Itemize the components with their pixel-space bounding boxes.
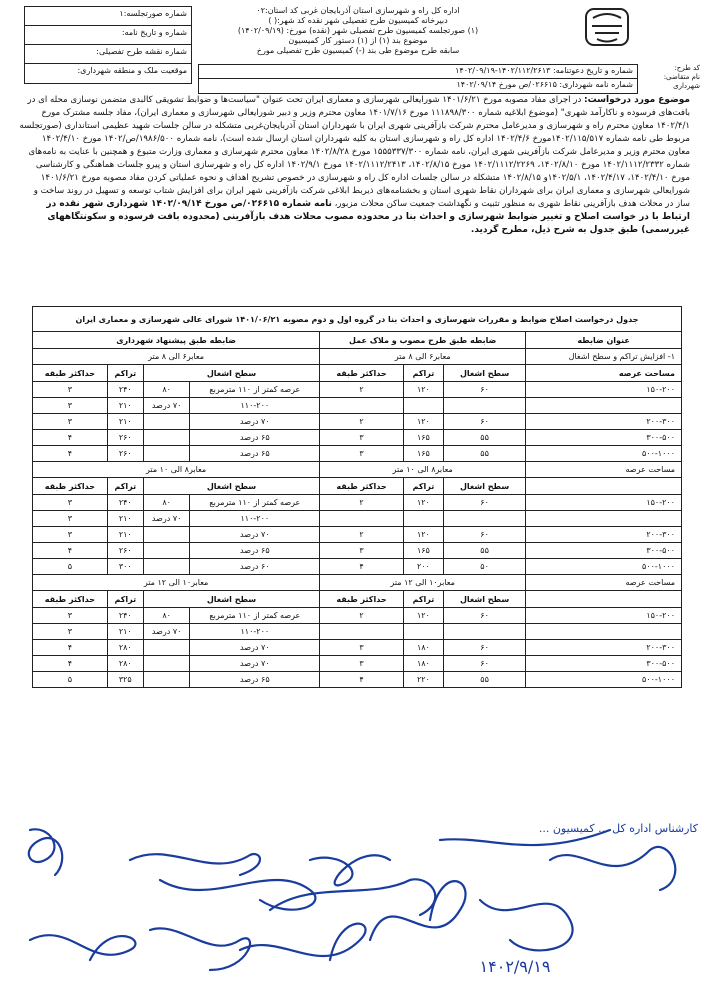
approved-density xyxy=(403,398,443,414)
table-row xyxy=(33,656,682,672)
proposed-density: ۳۰۰ xyxy=(107,559,143,575)
approved-density: ۱۶۵ xyxy=(403,446,443,462)
area-label: مساحت عرصه xyxy=(526,365,682,382)
org-line-3: (۱) صورتجلسه کمیسیون طرح تفصیلی شهر (نقده) مورخ: (۱۴۰۲/۰۹/۱۹) xyxy=(237,26,479,35)
table-row xyxy=(33,430,682,446)
meeting-number: شماره صورتجلسه:۱ xyxy=(25,7,191,26)
proposed-density: ۲۱۰ xyxy=(107,624,143,640)
area-value: ۱۵۰-۲۰۰ xyxy=(526,495,682,511)
approved-occupancy: ۶۰ xyxy=(444,495,526,511)
proposed-floors: ۳ xyxy=(33,382,108,398)
proposed-occupancy: ۶۵ درصد xyxy=(190,672,320,688)
proposed-occupancy-extra xyxy=(143,559,190,575)
proposed-occupancy-extra xyxy=(143,414,190,430)
proposed-floors: ۳ xyxy=(33,527,108,543)
table-row xyxy=(33,495,682,511)
invitation-number: شماره و تاریخ دعوتنامه: ۱۴۰۲/۱۱۲/۲۶۱۳-۱۴۰۲/۰۹/۱۹ xyxy=(199,65,637,79)
right-labels xyxy=(640,64,700,94)
area-value: ۳۰۰-۵۰۰ xyxy=(526,543,682,559)
approved-density xyxy=(403,511,443,527)
approved-density: ۱۸۰ xyxy=(403,640,443,656)
approved-occupancy: ۶۰ xyxy=(444,608,526,624)
table-row xyxy=(33,446,682,462)
table-row xyxy=(33,559,682,575)
approved-floors: ۲ xyxy=(320,414,404,430)
proposed-street: معابر۸ الی ۱۰ متر xyxy=(33,462,320,478)
table-body xyxy=(33,307,682,688)
proposed-density: ۲۱۰ xyxy=(107,398,143,414)
area-value xyxy=(526,511,682,527)
table-row xyxy=(33,398,682,414)
proposed-occupancy: ۷۰ درصد xyxy=(190,656,320,672)
approved-floors xyxy=(320,398,404,414)
regulation-table-grid xyxy=(32,306,682,688)
col-proposed-header: ضابطه طبق پیشنهاد شهرداری xyxy=(33,332,320,349)
section-col-header xyxy=(33,365,682,382)
item-label: مساحت عرصه xyxy=(526,462,682,478)
approved-density: ۱۲۰ xyxy=(403,527,443,543)
proposed-occupancy-extra xyxy=(143,446,190,462)
approved-occupancy xyxy=(444,398,526,414)
approved-density: ۱۶۵ xyxy=(403,430,443,446)
plan-code: کد طرح: xyxy=(674,64,700,72)
area-value: ۳۰۰-۵۰۰ xyxy=(526,430,682,446)
proposed-occupancy: ۱۱۰-۲۰۰ xyxy=(190,511,320,527)
approved-occupancy xyxy=(444,511,526,527)
approved-floors: ۳ xyxy=(320,430,404,446)
proposed-density-header: تراکم xyxy=(107,478,143,495)
proposed-floors-header: حداکثر طبقه xyxy=(33,365,108,382)
approved-occupancy: ۵۵ xyxy=(444,543,526,559)
proposed-density: ۲۸۰ xyxy=(107,656,143,672)
proposed-occupancy: ۶۵ درصد xyxy=(190,543,320,559)
proposed-floors: ۳ xyxy=(33,624,108,640)
proposed-occupancy: ۶۰ درصد xyxy=(190,559,320,575)
approved-occupancy: ۶۰ xyxy=(444,640,526,656)
approved-density: ۱۲۰ xyxy=(403,414,443,430)
proposed-floors: ۳ xyxy=(33,608,108,624)
proposed-occupancy-extra xyxy=(143,656,190,672)
ministry-logo xyxy=(583,6,631,48)
table-row xyxy=(33,414,682,430)
approved-density-header: تراکم xyxy=(403,591,443,608)
approved-floors: ۳ xyxy=(320,543,404,559)
section-street-row xyxy=(33,462,682,478)
approved-occupancy: ۶۰ xyxy=(444,382,526,398)
col-approved-header: ضابطه طبق طرح مصوب و ملاک عمل xyxy=(320,332,526,349)
proposed-occupancy-extra: ۸۰ xyxy=(143,608,190,624)
approved-street: معابر۱۰ الی ۱۲ متر xyxy=(320,575,526,591)
proposed-street: معابر۶ الی ۸ متر xyxy=(33,349,320,365)
approved-occupancy: ۶۰ xyxy=(444,527,526,543)
approved-floors: ۳ xyxy=(320,656,404,672)
proposed-density: ۲۱۰ xyxy=(107,414,143,430)
approved-floors: ۲ xyxy=(320,382,404,398)
proposed-density-header: تراکم xyxy=(107,591,143,608)
proposed-occupancy-extra xyxy=(143,527,190,543)
approved-occupancy: ۶۰ xyxy=(444,414,526,430)
area-value: ۵۰۰-۱۰۰۰ xyxy=(526,672,682,688)
area-value: ۵۰۰-۱۰۰۰ xyxy=(526,559,682,575)
approved-density: ۲۲۰ xyxy=(403,672,443,688)
proposed-occupancy-extra xyxy=(143,672,190,688)
col-title-header: عنوان ضابطه xyxy=(526,332,682,349)
proposed-occupancy: عرصه کمتر از ۱۱۰ مترمربع xyxy=(190,382,320,398)
approved-occupancy: ۵۵ xyxy=(444,430,526,446)
proposed-street: معابر۱۰ الی ۱۲ متر xyxy=(33,575,320,591)
proposed-occupancy: عرصه کمتر از ۱۱۰ مترمربع xyxy=(190,495,320,511)
property-location: موقعیت ملک و منطقه شهرداری: xyxy=(77,66,187,75)
approved-floors xyxy=(320,624,404,640)
proposed-occupancy-header: سطح اشغال xyxy=(143,591,319,608)
org-line-4: موضوع بند (۱) از (۱) دستور کار کمیسیون xyxy=(288,36,428,45)
approved-floors: ۳ xyxy=(320,640,404,656)
area-value: ۱۵۰-۲۰۰ xyxy=(526,382,682,398)
approved-density xyxy=(403,624,443,640)
proposed-floors: ۴ xyxy=(33,543,108,559)
area-value: ۲۰۰-۳۰۰ xyxy=(526,640,682,656)
map-number: شماره نقشه طرح تفصیلی: xyxy=(25,45,191,64)
proposed-occupancy: ۱۱۰-۲۰۰ xyxy=(190,624,320,640)
proposed-density: ۲۴۰ xyxy=(107,382,143,398)
proposed-floors: ۴ xyxy=(33,430,108,446)
municipality-letter: شماره نامه شهرداری: ۰۲۶۶۱۵/ص مورخ ۱۴۰۲/۰۹/۱۴ xyxy=(456,80,633,89)
approved-density: ۱۸۰ xyxy=(403,656,443,672)
approved-floors-header: حداکثر طبقه xyxy=(320,591,404,608)
signatures-area xyxy=(10,820,700,1000)
area-value: ۵۰۰-۱۰۰۰ xyxy=(526,446,682,462)
table-group-header xyxy=(33,332,682,349)
request-lead: موضوع مورد درخواست: xyxy=(584,95,690,105)
approved-street: معابر۸ الی ۱۰ متر xyxy=(320,462,526,478)
approved-floors: ۲ xyxy=(320,527,404,543)
approved-floors-header: حداکثر طبقه xyxy=(320,478,404,495)
proposed-occupancy-extra: ۷۰ درصد xyxy=(143,511,190,527)
approved-occupancy xyxy=(444,624,526,640)
area-value xyxy=(526,624,682,640)
proposed-floors: ۵ xyxy=(33,672,108,688)
approved-occupancy-header: سطح اشغال xyxy=(444,365,526,382)
org-line-2: دبیرخانه کمیسیون طرح تفصیلی شهر نقده کد شهر:( ) xyxy=(268,16,448,25)
table-title-row xyxy=(33,307,682,332)
request-paragraph xyxy=(18,94,690,237)
proposed-floors: ۴ xyxy=(33,640,108,656)
item-label: مساحت عرصه xyxy=(526,575,682,591)
proposed-occupancy-extra: ۸۰ xyxy=(143,382,190,398)
approved-street: معابر۶ الی ۸ متر xyxy=(320,349,526,365)
table-row xyxy=(33,382,682,398)
proposed-floors: ۳ xyxy=(33,398,108,414)
section-col-header xyxy=(33,478,682,495)
approved-floors xyxy=(320,511,404,527)
area-value: ۳۰۰-۵۰۰ xyxy=(526,656,682,672)
section-street-row xyxy=(33,349,682,365)
proposed-occupancy-header: سطح اشغال xyxy=(143,365,319,382)
approved-density-header: تراکم xyxy=(403,365,443,382)
proposed-occupancy: ۷۰ درصد xyxy=(190,640,320,656)
org-line-1: اداره کل راه و شهرسازی استان آذربایجان غربی کد استان:۰۲ xyxy=(256,6,460,15)
proposed-floors-header: حداکثر طبقه xyxy=(33,591,108,608)
proposed-density: ۳۲۵ xyxy=(107,672,143,688)
handwritten-signatures xyxy=(10,820,700,1000)
proposed-occupancy-extra: ۷۰ درصد xyxy=(143,398,190,414)
table-row xyxy=(33,543,682,559)
approved-floors: ۴ xyxy=(320,672,404,688)
proposed-floors: ۳ xyxy=(33,414,108,430)
org-line-5: سابقه طرح موضوع طی بند (-) کمیسیون طرح تفصیلی مورخ xyxy=(256,46,460,55)
proposed-floors-header: حداکثر طبقه xyxy=(33,478,108,495)
request-body: در اجرای مفاد مصوبه مورخ ۱۴۰۱/۶/۲۱ شورایعالی شهرسازی و معماری ایران تحت عنوان "سیاست‌ها و ضوابط تشویقی کالبدی متضمن نوسازی محله ای در بافت‌های فرسوده و ناکارآمد شهری" (موضوع ابلاغیه شماره ۱۱۱۸۹۸/۳۰۰ مورخ ۱۴۰۱/۷/۱۶ معاون محترم وزیر و دبیر شورایعالی شهرسازی و معماری ایران)، مفاد جلسه مشترک مورخ ۱۴۰۲/۴/۱ معاون محترم راه و شهرسازی و مدیرعامل محترم شرکت بازآفرینی شهری ایران با شهرداران استان آذربایجان‌غربی متشکله در سالن جلسات شهید عظیمی استانداری (صورتجلسه مربوط طی نامه شماره ۱۴۰۲/۱۱۵/۵۱۷مورخ ۱۴۰۲/۴/۶ اداره کل راه و شهرسازی استان به کلیه شهرداران استان ارسال شده است)، نامه شماره ۱۹۸۶/۵۰۰/ص/۱۴۰۲ مورخ ۱۴۰۲/۴/۱۰ معاون محترم وزیر و مدیرعامل شرکت بازآفرینی شهری ایران، نامه شماره ۱۵۵۵۳۳۷/۳۰۰ مورخ ۱۴۰۲/۸/۲۸ معاون محترم شهرسازی و معماری وزارت متبوع و همچنین با عنایت به نامه‌های شماره ۱۴۰۲/۱۱۱۲/۲۳۳۲ مورخ ۱۴۰۲/۸/۱۰، ۱۴۰۲/۱۱۱۲/۲۲۶۹ مورخ ۱۴۰۲/۸/۱۵، ۱۴۰۲/۱۱۱۲/۲۴۱۳ مورخ ۱۴۰۲/۹/۱ اداره کل راه و شهرسازی استان و پیرو جلسات هماهنگی و کارشناسی مورخ ۱۴۰۲/۴/۱۰، ۱۴۰۲/۴/۱۷، ۱۴۰۲/۵/۱و ۱۴۰۲/۸/۱۵ متشکله در سالن جلسات اداره کل راه و شهرسازی در خصوص تشریح اهداف و نحوه عملیاتی کردن مفاد مصوبه مورخ ۱۴۰۱/۶/۲۱ شورایعالی شهرسازی و معماری ایران برای شهرداران نقاط شهری استان و بخشنامه‌های ذیربط ابلاغی شرکت بازآفرینی شهر ایران برای افزایش شتاب توسعه و تسهیل در روند ساخت و ساز در محلات هدف بازآفرینی نقاط شهری به منظور تثبیت و نگهداشت جمعیت ساکن محلات مزبور، xyxy=(19,95,690,209)
area-value: ۲۰۰-۳۰۰ xyxy=(526,527,682,543)
proposed-density: ۲۱۰ xyxy=(107,527,143,543)
item-label: ۱- افزایش تراکم و سطح اشغال xyxy=(526,349,682,365)
approved-density-header: تراکم xyxy=(403,478,443,495)
table-row xyxy=(33,672,682,688)
proposed-occupancy-extra xyxy=(143,430,190,446)
org-header xyxy=(198,6,518,66)
meta-band xyxy=(198,64,638,94)
regulation-table xyxy=(32,306,682,830)
proposed-occupancy-extra xyxy=(143,543,190,559)
area-value: ۲۰۰-۳۰۰ xyxy=(526,414,682,430)
approved-floors: ۲ xyxy=(320,495,404,511)
approved-floors: ۴ xyxy=(320,559,404,575)
area-label xyxy=(526,591,682,608)
approved-floors: ۳ xyxy=(320,446,404,462)
proposed-density: ۲۶۰ xyxy=(107,543,143,559)
proposed-occupancy: ۶۵ درصد xyxy=(190,446,320,462)
approved-occupancy: ۶۰ xyxy=(444,656,526,672)
approved-occupancy: ۵۵ xyxy=(444,446,526,462)
approved-floors-header: حداکثر طبقه xyxy=(320,365,404,382)
proposed-occupancy-extra: ۷۰ درصد xyxy=(143,624,190,640)
proposed-occupancy: ۷۰ درصد xyxy=(190,527,320,543)
proposed-occupancy-extra: ۸۰ xyxy=(143,495,190,511)
proposed-floors: ۴ xyxy=(33,446,108,462)
area-value xyxy=(526,398,682,414)
proposed-density: ۲۴۰ xyxy=(107,495,143,511)
table-row xyxy=(33,640,682,656)
signature-note: کارشناس اداره کل ... کمیسیون ... xyxy=(538,822,698,835)
approved-occupancy-header: سطح اشغال xyxy=(444,591,526,608)
proposed-density: ۲۱۰ xyxy=(107,511,143,527)
approved-density: ۱۲۰ xyxy=(403,608,443,624)
section-street-row xyxy=(33,575,682,591)
approved-occupancy: ۵۰ xyxy=(444,559,526,575)
applicant: نام متقاضی: شهرداری xyxy=(663,73,700,90)
approved-floors: ۲ xyxy=(320,608,404,624)
area-value: ۱۵۰-۲۰۰ xyxy=(526,608,682,624)
table-title: جدول درخواست اصلاح ضوابط و مقررات شهرسازی و احداث بنا در گروه اول و دوم مصوبه ۱۴۰۱/۰۶/۲۱ شورای عالی شهرسازی و معماری ایران xyxy=(33,307,682,332)
approved-density: ۱۲۰ xyxy=(403,382,443,398)
letter-number-date: شماره و تاریخ نامه: xyxy=(25,26,191,45)
area-label xyxy=(526,478,682,495)
proposed-occupancy: ۱۱۰-۲۰۰ xyxy=(190,398,320,414)
proposed-density: ۲۴۰ xyxy=(107,608,143,624)
proposed-occupancy-extra xyxy=(143,640,190,656)
proposed-occupancy: عرصه کمتر از ۱۱۰ مترمربع xyxy=(190,608,320,624)
proposed-occupancy: ۶۵ درصد xyxy=(190,430,320,446)
request-tail: نامه شماره ۰۲۶۶۱۵/ص مورخ ۱۴۰۲/۰۹/۱۴ شهرداری شهر نقده در ارتباط با در خواست اصلاح و تغییر ضوابط شهرسازی و احداث بنا در محدوده مصوب محلات هدف بازآفرینی (محدوده بافت فرسوده و سکونتگاههای غیررسمی) طبق جدول به شرح ذیل، مطرح گردید. xyxy=(46,199,690,235)
approved-density: ۱۲۰ xyxy=(403,495,443,511)
table-row xyxy=(33,624,682,640)
proposed-occupancy: ۷۰ درصد xyxy=(190,414,320,430)
table-row xyxy=(33,527,682,543)
proposed-floors: ۳ xyxy=(33,495,108,511)
proposed-floors: ۴ xyxy=(33,656,108,672)
proposed-density-header: تراکم xyxy=(107,365,143,382)
proposed-occupancy-header: سطح اشغال xyxy=(143,478,319,495)
proposed-density: ۲۶۰ xyxy=(107,430,143,446)
table-row xyxy=(33,608,682,624)
proposed-density: ۲۸۰ xyxy=(107,640,143,656)
approved-density: ۱۶۵ xyxy=(403,543,443,559)
header-fields xyxy=(24,6,192,84)
signature-date: ۱۴۰۲/۹/۱۹ xyxy=(479,957,551,976)
approved-density: ۲۰۰ xyxy=(403,559,443,575)
proposed-floors: ۵ xyxy=(33,559,108,575)
approved-occupancy: ۵۵ xyxy=(444,672,526,688)
approved-occupancy-header: سطح اشغال xyxy=(444,478,526,495)
proposed-density: ۲۶۰ xyxy=(107,446,143,462)
table-row xyxy=(33,511,682,527)
section-col-header xyxy=(33,591,682,608)
proposed-floors: ۳ xyxy=(33,511,108,527)
